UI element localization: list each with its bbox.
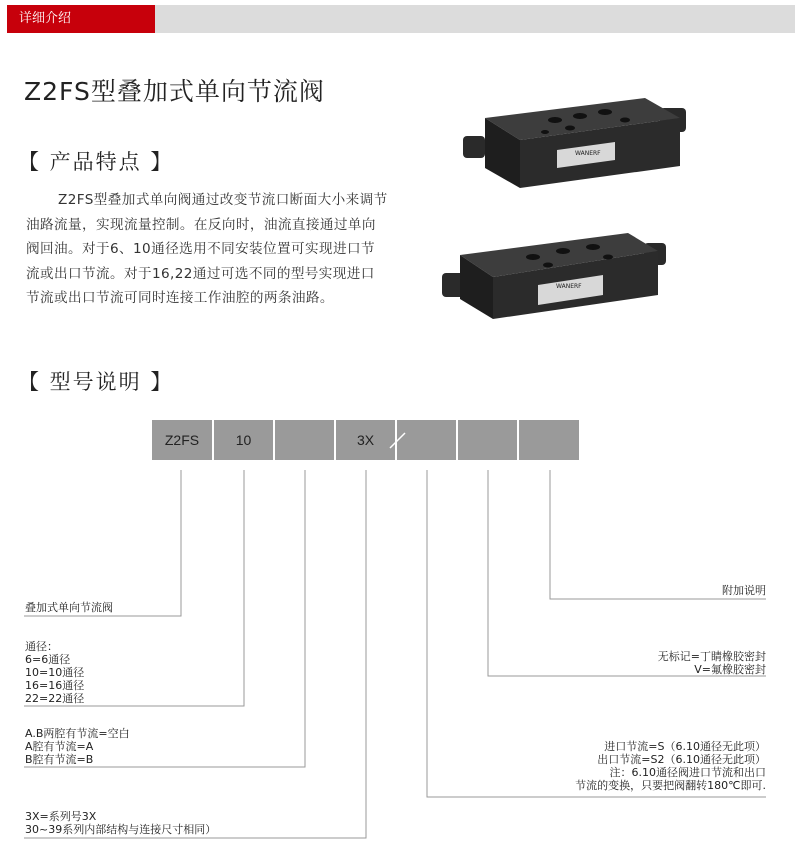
features-heading: 【 产品特点 】 [18, 150, 174, 174]
segment-type: Z2FS [152, 420, 212, 460]
label-bore-22: 22=22通径 [25, 692, 85, 705]
valve-top-brand: WANERF [575, 150, 601, 157]
valve-bottom-brand: WANERF [556, 283, 582, 290]
label-series-1: 3X=系列号3X [25, 810, 97, 823]
label-seal-1: 无标记=丁睛橡胶密封 [657, 650, 766, 663]
label-cavity-1: A.B两腔有节流=空白 [25, 727, 130, 740]
segment-series: 3X [336, 420, 395, 460]
label-series-2: 30~39系列内部结构与连接尺寸相同） [25, 823, 217, 836]
label-throttle-4: 节流的变换，只要把阀翻转180℃即可. [575, 779, 766, 792]
label-bore-6: 6=6通径 [25, 653, 71, 666]
label-cavity-2: A腔有节流=A [25, 740, 94, 753]
label-bore-10: 10=10通径 [25, 666, 85, 679]
label-throttle-3: 注：6.10通径阀进口节流和出口 [609, 766, 766, 779]
detail-tab[interactable]: 详细介绍 [7, 5, 155, 33]
label-throttle-1: 进口节流=S（6.10通径无此项） [604, 740, 766, 753]
label-bore-16: 16=16通径 [25, 679, 85, 692]
model-heading: 【 型号说明 】 [18, 370, 174, 394]
label-cavity-3: B腔有节流=B [25, 753, 94, 766]
label-extra: 附加说明 [722, 584, 766, 597]
segment-bore: 10 [214, 420, 273, 460]
label-bore-title: 通径： [25, 640, 58, 653]
label-name: 叠加式单向节流阀 [25, 601, 113, 614]
label-seal-2: V=氟橡胶密封 [694, 663, 766, 676]
product-description: Z2FS型叠加式单向阀通过改变节流口断面大小来调节油路流量，实现流量控制。在反向时，油流直接通过单向阀回油。对于6、10通径选用不同安装位置可实现进口节流或出口节流。对于16,22通过可选不同的型号实现进口节流或出口节流可同时连接工作油腔的两条油路。 [26, 192, 388, 306]
label-throttle-2: 出口节流=S2（6.10通径无此项） [597, 753, 766, 766]
page-title: Z2FS型叠加式单向节流阀 [24, 77, 325, 106]
